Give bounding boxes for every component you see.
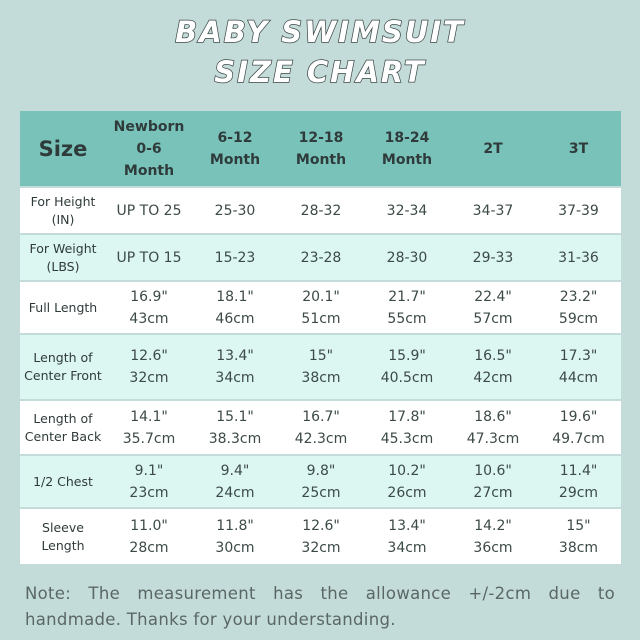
table-cell — [536, 187, 621, 234]
cell-value: 28-32 — [300, 202, 342, 219]
cell-value: 23cm — [129, 484, 169, 501]
cell-value: 29cm — [558, 484, 599, 501]
table-cell — [192, 281, 278, 334]
table-row — [20, 281, 621, 334]
cell-value: 9.8" — [306, 462, 336, 479]
size-column-header-1 — [106, 111, 192, 187]
cell-value: 15" — [308, 348, 334, 364]
row-label-text: Center Back — [24, 428, 102, 444]
size-column-header — [20, 111, 106, 187]
table-cell — [278, 281, 364, 334]
cell-value: 51cm — [301, 310, 341, 327]
chart-title-line2: SIZE CHART — [214, 55, 426, 89]
header-text: Month — [381, 151, 433, 168]
cell-value: 28-30 — [386, 249, 428, 266]
table-cell — [192, 234, 278, 281]
size-column-header-4 — [364, 111, 450, 187]
row-label-text: 1/2 Chest — [33, 473, 93, 489]
cell-value: 18.6" — [474, 408, 512, 425]
header-text: Month — [123, 162, 175, 179]
cell-value: 21.7" — [388, 288, 426, 305]
table-body — [20, 187, 621, 564]
cell-value: 32cm — [129, 370, 169, 386]
cell-value: 12.6" — [302, 517, 340, 534]
row-label — [20, 508, 106, 564]
table-cell — [450, 334, 536, 400]
row-label — [20, 234, 106, 281]
row-label — [20, 455, 106, 508]
table-cell — [106, 234, 192, 281]
header-text: Size — [38, 136, 88, 161]
cell-value: 19.6" — [559, 408, 598, 425]
cell-value: 17.8" — [388, 408, 426, 425]
cell-value: 20.1" — [302, 288, 340, 305]
cell-value: 25-30 — [214, 202, 256, 219]
table-cell — [450, 508, 536, 564]
allowance-note: Note: The measurement has the allowance +/-2cm due to handmade. Thanks for your understanding. — [25, 584, 615, 629]
cell-value: 44cm — [558, 370, 599, 386]
table-cell — [536, 455, 621, 508]
table-cell — [364, 400, 450, 455]
table-cell — [364, 187, 450, 234]
cell-value: 23.2" — [559, 288, 598, 305]
table-cell — [536, 281, 621, 334]
row-label-text: (IN) — [51, 211, 75, 227]
cell-value: 40.5cm — [380, 370, 434, 386]
cell-value: 57cm — [473, 310, 513, 327]
cell-value: 28cm — [129, 539, 169, 556]
header-text: 18-24 — [384, 129, 430, 146]
cell-value: 27cm — [473, 484, 513, 501]
cell-value: 16.7" — [302, 408, 340, 425]
header-text: 3T — [568, 140, 589, 157]
size-column-header-6 — [536, 111, 621, 187]
cell-value: 15.9" — [388, 348, 426, 364]
size-column-header-3 — [278, 111, 364, 187]
cell-value: 47.3cm — [466, 430, 520, 447]
chart-title-line1: BABY SWIMSUIT — [175, 15, 465, 49]
row-label-text: Length of — [33, 410, 93, 426]
header-text: 6-12 — [217, 129, 253, 146]
table-cell — [450, 187, 536, 234]
cell-value: 13.4" — [216, 348, 254, 364]
table-cell — [106, 187, 192, 234]
cell-value: 9.4" — [220, 462, 250, 479]
cell-value: 32-34 — [386, 202, 428, 219]
cell-value: 31-36 — [558, 249, 599, 266]
table-cell — [192, 334, 278, 400]
cell-value: 9.1" — [134, 462, 164, 479]
cell-value: 15.1" — [216, 408, 254, 425]
cell-value: 36cm — [473, 539, 513, 556]
header-row — [20, 111, 621, 187]
cell-value: 16.9" — [130, 288, 168, 305]
cell-value: 42.3cm — [294, 430, 348, 447]
table-cell — [450, 400, 536, 455]
cell-value: 15" — [566, 517, 591, 534]
table-cell — [364, 234, 450, 281]
cell-value: 15-23 — [214, 249, 256, 266]
size-column-header-5 — [450, 111, 536, 187]
row-label — [20, 400, 106, 455]
cell-value: 14.1" — [130, 408, 168, 425]
cell-value: 16.5" — [474, 348, 512, 364]
cell-value: 12.6" — [130, 348, 168, 364]
table-cell — [536, 334, 621, 400]
table-cell — [278, 187, 364, 234]
table-cell — [278, 334, 364, 400]
cell-value: 32cm — [301, 539, 341, 556]
table-cell — [106, 455, 192, 508]
cell-value: 17.3" — [559, 348, 598, 364]
cell-value: 34-37 — [472, 202, 514, 219]
table-cell — [278, 508, 364, 564]
cell-value: 46cm — [215, 310, 255, 327]
table-cell — [192, 455, 278, 508]
cell-value: 14.2" — [474, 517, 512, 534]
table-cell — [364, 455, 450, 508]
table-cell — [450, 281, 536, 334]
row-label-text: (LBS) — [46, 258, 80, 274]
row-label — [20, 334, 106, 400]
cell-value: 59cm — [558, 310, 599, 327]
cell-value: 25cm — [301, 484, 341, 501]
table-cell — [536, 508, 621, 564]
row-label-text: Center Front — [24, 368, 102, 383]
header-text: 12-18 — [298, 129, 344, 146]
table-row — [20, 455, 621, 508]
cell-value: 11.4" — [559, 462, 598, 479]
header-text: Month — [209, 151, 261, 168]
cell-value: 18.1" — [216, 288, 254, 305]
table-cell — [106, 508, 192, 564]
table-row — [20, 508, 621, 564]
row-label-text: Sleeve — [42, 519, 84, 535]
row-label-text: For Height — [30, 193, 96, 209]
header-text: Newborn — [113, 118, 185, 135]
cell-value: 13.4" — [388, 517, 426, 534]
cell-value: UP TO 25 — [116, 202, 182, 219]
cell-value: 11.0" — [130, 517, 168, 534]
cell-value: 45.3cm — [380, 430, 434, 447]
table-cell — [450, 234, 536, 281]
cell-value: 37-39 — [558, 202, 599, 219]
cell-value: 23-28 — [300, 249, 342, 266]
cell-value: 35.7cm — [122, 430, 176, 447]
row-label-text: Length — [41, 537, 85, 553]
table-cell — [450, 455, 536, 508]
table-cell — [192, 187, 278, 234]
cell-value: 26cm — [387, 484, 427, 501]
cell-value: 43cm — [129, 310, 169, 327]
table-row — [20, 234, 621, 281]
table-cell — [536, 234, 621, 281]
cell-value: 42cm — [473, 370, 513, 386]
row-label-text: For Weight — [29, 240, 97, 256]
table-cell — [106, 400, 192, 455]
cell-value: 11.8" — [216, 517, 254, 534]
cell-value: 10.2" — [388, 462, 426, 479]
cell-value: 24cm — [215, 484, 255, 501]
cell-value: 38cm — [301, 370, 341, 386]
table-cell — [364, 334, 450, 400]
cell-value: 34cm — [215, 370, 255, 386]
cell-value: 55cm — [387, 310, 427, 327]
table-row — [20, 400, 621, 455]
cell-value: 22.4" — [474, 288, 512, 305]
cell-value: 38.3cm — [208, 430, 262, 447]
table-cell — [278, 234, 364, 281]
table-row — [20, 334, 621, 400]
cell-value: 30cm — [215, 539, 255, 556]
header-text: 0-6 — [136, 140, 162, 157]
row-label-text: Length of — [33, 350, 93, 365]
table-cell — [364, 508, 450, 564]
cell-value: 49.7cm — [552, 430, 605, 447]
table-cell — [278, 400, 364, 455]
header-text: Month — [295, 151, 347, 168]
cell-value: UP TO 15 — [116, 249, 182, 266]
table-cell — [278, 455, 364, 508]
table-cell — [192, 508, 278, 564]
row-label — [20, 187, 106, 234]
table-cell — [536, 400, 621, 455]
header-text: 2T — [483, 140, 503, 157]
table-cell — [106, 281, 192, 334]
table-cell — [192, 400, 278, 455]
cell-value: 10.6" — [474, 462, 512, 479]
cell-value: 29-33 — [472, 249, 514, 266]
table-cell — [106, 334, 192, 400]
table-cell — [364, 281, 450, 334]
cell-value: 38cm — [558, 539, 599, 556]
row-label — [20, 281, 106, 334]
table-row — [20, 187, 621, 234]
row-label-text: Full Length — [28, 299, 98, 315]
size-column-header-2 — [192, 111, 278, 187]
size-chart-table — [20, 111, 621, 564]
cell-value: 34cm — [387, 539, 427, 556]
